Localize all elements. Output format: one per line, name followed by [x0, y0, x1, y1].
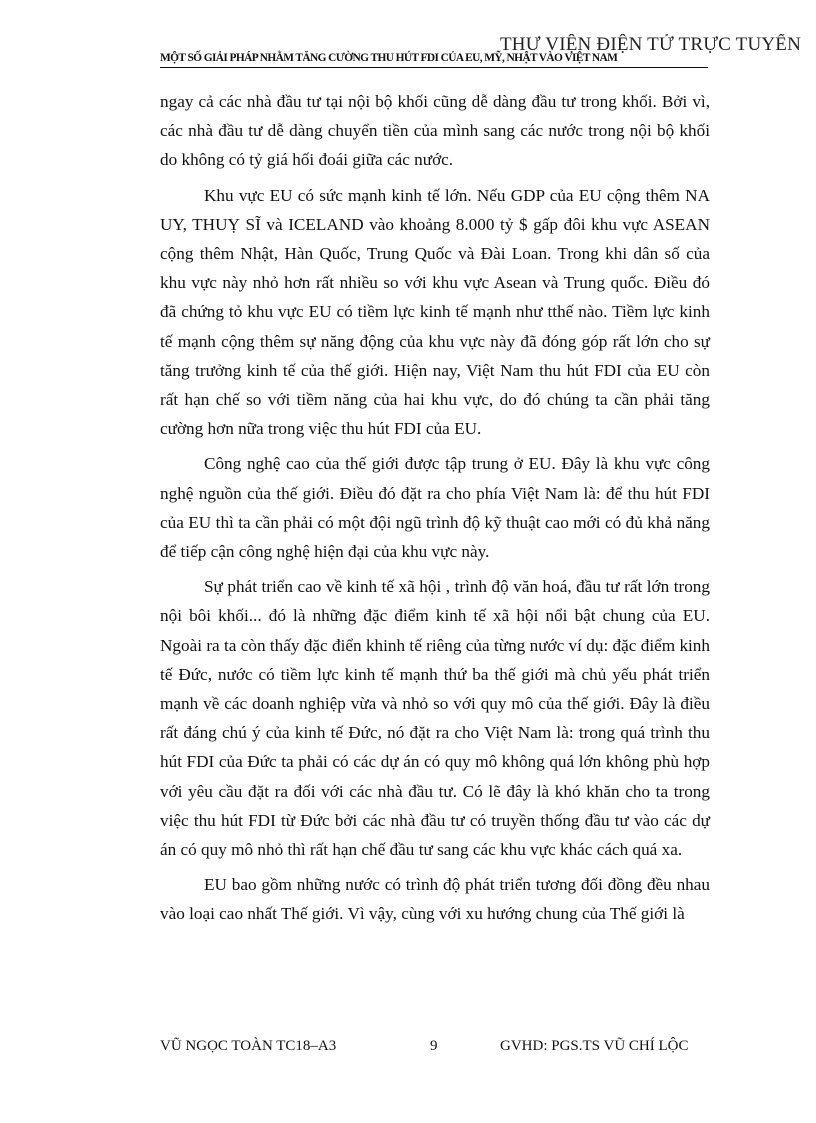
- footer-author: VŨ NGỌC TOÀN TC18–A3: [160, 1038, 337, 1054]
- paragraph-3: Công nghệ cao của thế giới được tập trung ở EU. Đây là khu vực công nghệ nguồn của thế giới. Điều đó đặt ra cho phía Việt Nam là: để thu hút FDI của EU thì ta cần phải có một đội ngũ trình độ kỹ thuật cao mới có đủ khả năng để tiếp cận công nghệ hiện đại của khu vực này.: [160, 454, 710, 562]
- paragraph-5: EU bao gồm những nước có trình độ phát triển tương đối đồng đều nhau vào loại cao nhất Thế giới. Vì vậy, cùng với xu hướng chung của Thế giới là: [160, 875, 710, 924]
- library-watermark: THƯ VIỆN ĐIỆN TỬ TRỰC TUYẾN: [500, 34, 802, 55]
- paragraph-2: Khu vực EU có sức mạnh kinh tế lớn. Nếu GDP của EU cộng thêm NA UY, THUỴ SĨ và ICELAND vào khoảng 8.000 tỷ $ gấp đôi khu vực ASEAN cộng thêm Nhật, Hàn Quốc, Trung Quốc và Đài Loan. Trong khi dân số của khu vực này nhỏ hơn rất nhiều so với khu vực Asean và Trung quốc. Điều đó đã chứng tỏ khu vực EU có tiềm lực kinh tế mạnh như tthế nào. Tiềm lực kinh tế mạnh cộng thêm sự năng động của khu vực này đã đóng góp rất lớn cho sự tăng trưởng kinh tế của thế giới. Hiện nay, Việt Nam thu hút FDI của EU còn rất hạn chế so với tiềm năng của hai khu vực, do đó chúng ta cần phải tăng cường hơn nữa trong việc thu hút FDI của EU.: [160, 185, 710, 439]
- footer-advisor: GVHD: PGS.TS VŨ CHÍ LỘC: [500, 1038, 689, 1054]
- header-divider: [160, 67, 708, 68]
- page-number: 9: [430, 1038, 438, 1054]
- paragraph-1: ngay cả các nhà đầu tư tại nội bộ khối cũng dễ dàng đầu tư trong khối. Bởi vì, các nhà đầu tư dễ dàng chuyển tiền của mình sang các nước trong nội bộ khối do không có tỷ giá hối đoái giữa các nước.: [160, 92, 710, 170]
- running-header-title: MỘT SỐ GIẢI PHÁP NHẰM TĂNG CƯỜNG THU HÚT FDI CỦA EU, MỸ, NHẬT VÀO VIỆT NAM: [160, 52, 618, 64]
- paragraph-4: Sự phát triển cao về kinh tế xã hội , trình độ văn hoá, đầu tư rất lớn trong nội bôi khối... đó là những đặc điểm kinh tế xã hội nổi bật chung của EU. Ngoài ra ta còn thấy đặc điển khinh tế riêng của từng nước ví dụ: đặc điểm kinh tế Đức, nước có tiềm lực kinh tế mạnh thứ ba thế giới mà chủ yếu phát triển mạnh về các doanh nghiệp vừa và nhỏ so với quy mô của thế giới. Đây là điều rất đáng chú ý của kinh tế Đức, nó đặt ra cho Việt Nam là: trong quá trình thu hút FDI của Đức ta phải có các dự án có quy mô không quá lớn không phù hợp với yêu cầu đặt ra đối với các nhà đầu tư. Có lẽ đây là khó khăn cho ta trong việc thu hút FDI từ Đức bởi các nhà đầu tư có truyền thống đầu tư vào các dự án có quy mô nhỏ thì rất hạn chế đầu tư sang các khu vực khác cách quá xa.: [160, 577, 710, 860]
- document-body: [160, 87, 710, 929]
